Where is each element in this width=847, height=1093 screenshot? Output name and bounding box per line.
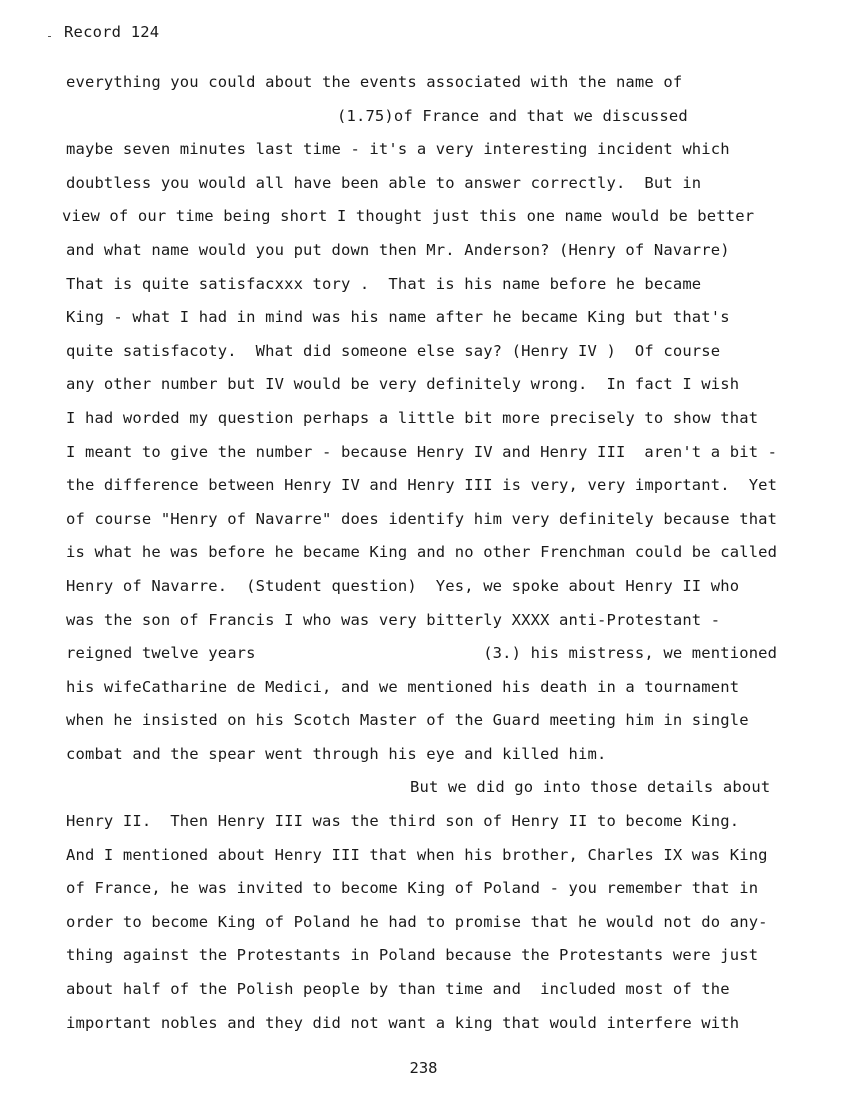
text-line: But we did go into those details about — [410, 778, 771, 797]
text-line: any other number but IV would be very definitely wrong. In fact I wish — [66, 375, 740, 394]
text-line: I had worded my question perhaps a little bit more precisely to show that — [66, 408, 759, 427]
text-line: of France, he was invited to become King of Poland - you remember that in — [66, 879, 759, 898]
text-line: And I mentioned about Henry III that when his brother, Charles IX was King — [66, 845, 768, 864]
text-line: everything you could about the events associated with the name of — [66, 73, 683, 91]
text-line: and what name would you put down then Mr. Anderson? (Henry of Navarre) — [66, 240, 730, 259]
text-line: reigned twelve years (3.) his mistress, we mentioned — [66, 644, 778, 663]
text-line: thing against the Protestants in Poland because the Protestants were just — [66, 946, 759, 965]
record-header: Record 124 — [64, 23, 160, 41]
text-line: the difference between Henry IV and Henry III is very, very important. Yet — [66, 476, 778, 495]
text-line: (1.75)of France and that we discussed — [337, 106, 688, 125]
text-line: Henry II. Then Henry III was the third son of Henry II to become King. — [66, 812, 740, 831]
text-line: about half of the Polish people by than time and included most of the — [66, 980, 730, 999]
text-line: quite satisfacoty. What did someone else say? (Henry IV ) Of course — [66, 341, 721, 360]
text-line: is what he was before he became King and no other Frenchman could be called — [66, 543, 778, 562]
text-line: combat and the spear went through his eye and killed him. — [66, 744, 607, 763]
text-line: I meant to give the number - because Henry IV and Henry III aren't a bit - — [66, 442, 778, 461]
text-line: Henry of Navarre. (Student question) Yes, we spoke about Henry II who — [66, 576, 740, 595]
transcript-body — [0, 70, 847, 1044]
text-line: his wifeCatharine de Medici, and we mentioned his death in a tournament — [66, 677, 740, 696]
text-line: doubtless you would all have been able to answer correctly. But in — [66, 173, 702, 192]
text-line: order to become King of Poland he had to promise that he would not do any- — [66, 912, 768, 931]
text-line: view of our time being short I thought just this one name would be better — [62, 207, 755, 226]
text-line: maybe seven minutes last time - it's a very interesting incident which — [66, 140, 730, 159]
text-line: was the son of Francis I who was very bitterly XXXX anti-Protestant - — [66, 610, 721, 629]
text-line: important nobles and they did not want a king that would interfere with — [66, 1013, 740, 1032]
text-line: That is quite satisfacxxx tory . That is his name before he became — [66, 274, 702, 293]
text-line: King - what I had in mind was his name after he became King but that's — [66, 308, 730, 327]
page-number: 238 — [409, 1059, 438, 1077]
text-line: of course "Henry of Navarre" does identify him very definitely because that — [66, 509, 778, 528]
margin-mark — [48, 36, 51, 37]
text-line: when he insisted on his Scotch Master of the Guard meeting him in single — [66, 711, 749, 730]
